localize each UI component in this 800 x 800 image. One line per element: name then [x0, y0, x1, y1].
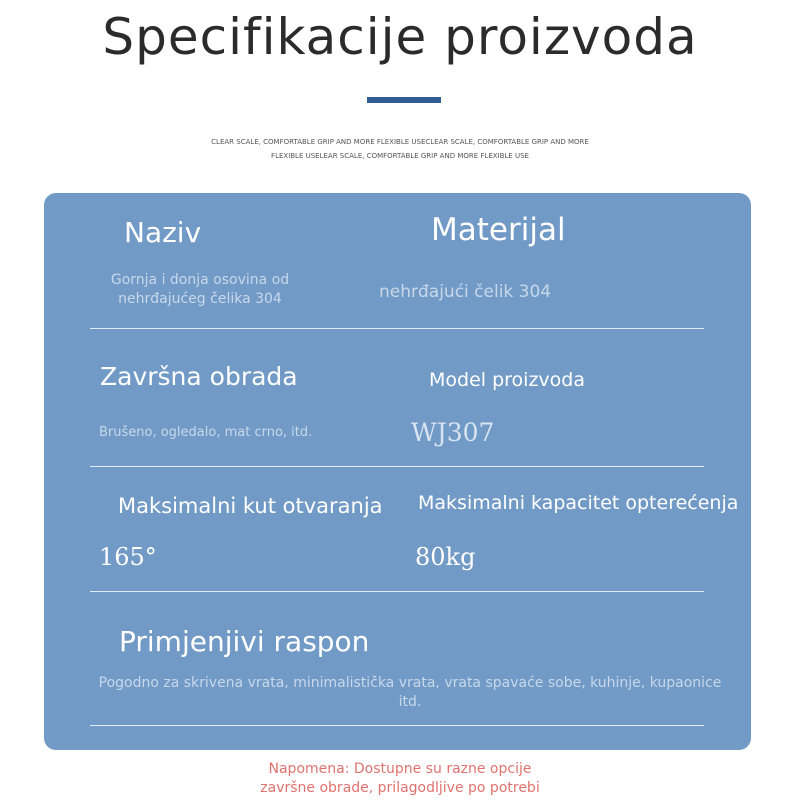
page-title: Specifikacije proizvoda: [102, 8, 698, 66]
load-capacity-value: 80kg: [415, 543, 476, 571]
footer-note-line-2: završne obrade, prilagodljive po potrebi: [260, 780, 540, 796]
range-value-line-1: Pogodno za skrivena vrata, minimalistička vrata, vrata spavaće sobe, kuhinje, kupaonice: [98, 675, 722, 691]
name-value-line-1: Gornja i donja osovina od: [110, 272, 290, 288]
range-label: Primjenjivi raspon: [119, 625, 370, 658]
divider-row-2: [90, 466, 704, 467]
divider-row-3: [90, 591, 704, 592]
footer-note: [200, 760, 600, 798]
material-value: nehrđajući čelik 304: [379, 282, 552, 302]
name-label: Naziv: [124, 216, 202, 249]
range-value-line-2: itd.: [398, 694, 422, 710]
subtitle: [200, 135, 600, 163]
range-value: [44, 674, 776, 712]
title-accent-bar: [367, 97, 441, 103]
finish-label: Završna obrada: [100, 362, 298, 391]
name-value: [90, 271, 310, 309]
material-label: Materijal: [431, 212, 566, 248]
divider-row-4: [90, 725, 704, 726]
divider-row-1: [90, 328, 704, 329]
model-value: WJ307: [411, 418, 495, 447]
footer-note-line-1: Napomena: Dostupne su razne opcije: [268, 761, 532, 777]
name-value-line-2: nehrđajućeg čelika 304: [118, 291, 282, 307]
opening-angle-label: Maksimalni kut otvaranja: [118, 494, 383, 518]
model-label: Model proizvoda: [429, 369, 585, 391]
load-capacity-label: Maksimalni kapacitet opterećenja: [418, 492, 739, 514]
subtitle-line-1: CLEAR SCALE, COMFORTABLE GRIP AND MORE FLEXIBLE USECLEAR SCALE, COMFORTABLE GRIP AND MORE: [211, 138, 589, 146]
finish-value: Brušeno, ogledalo, mat crno, itd.: [99, 425, 313, 440]
subtitle-line-2: FLEXIBLE USELEAR SCALE, COMFORTABLE GRIP AND MORE FLEXIBLE USE: [271, 152, 529, 160]
opening-angle-value: 165°: [99, 543, 157, 571]
